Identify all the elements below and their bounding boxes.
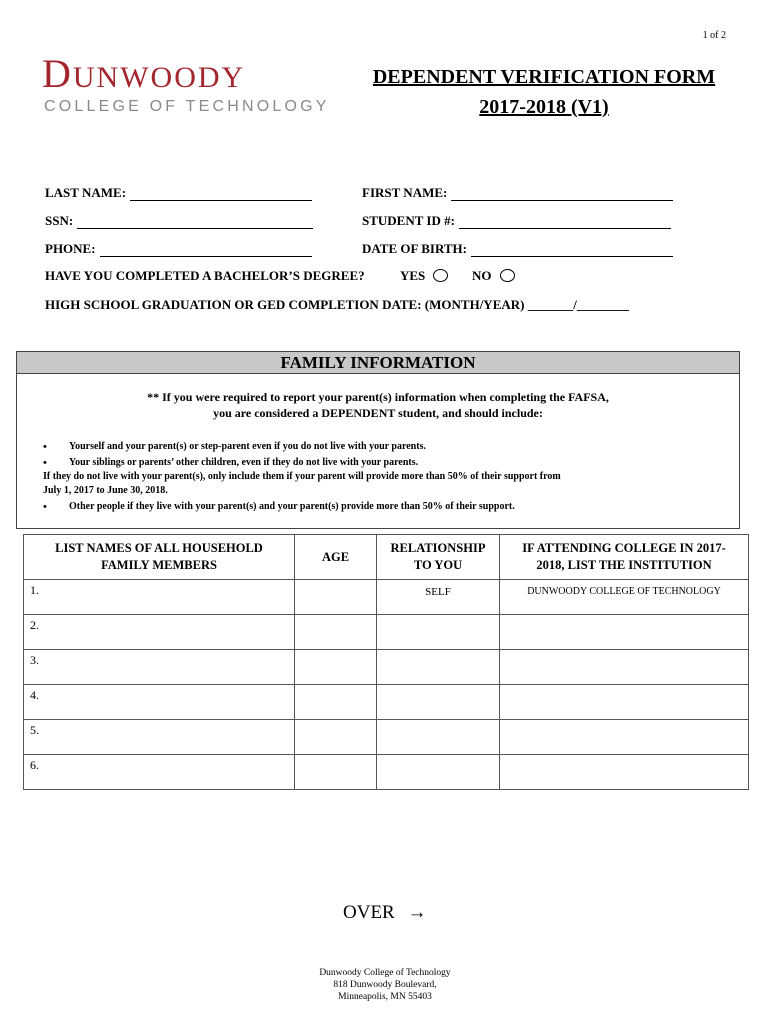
- institution-cell[interactable]: [500, 650, 749, 685]
- logo-rest: UNWOODY: [72, 61, 246, 94]
- name-cell[interactable]: 5.: [24, 720, 295, 755]
- age-cell[interactable]: [295, 615, 377, 650]
- phone-label: PHONE:: [45, 241, 96, 256]
- logo-initial: D: [42, 51, 73, 96]
- bachelor-question: HAVE YOU COMPLETED A BACHELOR’S DEGREE?: [45, 268, 365, 283]
- ssn-line[interactable]: [77, 216, 313, 229]
- dob-line[interactable]: [471, 244, 673, 257]
- table-row: [24, 720, 749, 755]
- list-item: [43, 456, 733, 470]
- form-year: 2017-2018 (V1): [479, 96, 609, 118]
- bullet-symbol: •: [43, 501, 47, 513]
- ssn-field: [45, 213, 313, 229]
- intro-line-2: you are considered a DEPENDENT student, and should include:: [213, 406, 543, 420]
- institution-cell[interactable]: [500, 685, 749, 720]
- name-cell[interactable]: 2.: [24, 615, 295, 650]
- student-id-line[interactable]: [459, 216, 671, 229]
- bullet-symbol: •: [43, 441, 47, 453]
- last-name-label: LAST NAME:: [45, 185, 127, 200]
- age-cell[interactable]: [295, 755, 377, 790]
- dob-label: DATE OF BIRTH:: [362, 241, 467, 256]
- table-row: [24, 650, 749, 685]
- family-information-box: [16, 351, 740, 529]
- first-name-line[interactable]: [451, 188, 673, 201]
- bullet-continuation-2: July 1, 2017 to June 30, 2018.: [43, 485, 168, 496]
- over-indicator: [343, 902, 426, 924]
- names-header-line-2: FAMILY MEMBERS: [101, 558, 217, 572]
- table-row: [24, 685, 749, 720]
- names-header-line-1: LIST NAMES OF ALL HOUSEHOLD: [55, 541, 263, 555]
- college-logo: [42, 51, 246, 98]
- relationship-cell[interactable]: [377, 685, 500, 720]
- last-name-line[interactable]: [130, 188, 312, 201]
- bullet-symbol: •: [43, 457, 47, 469]
- footer-line-2: 818 Dunwoody Boulevard,: [333, 980, 437, 990]
- relationship-cell[interactable]: [377, 720, 500, 755]
- student-id-field: [362, 213, 671, 229]
- institution-header-line-2: 2018, LIST THE INSTITUTION: [536, 558, 712, 572]
- bullet-text-2: Your siblings or parents’ other children, even if they do not live with your parents.: [69, 457, 419, 468]
- last-name-field: [45, 185, 312, 201]
- institution-cell[interactable]: [500, 755, 749, 790]
- dob-field: [362, 241, 673, 257]
- hs-graduation-question[interactable]: HIGH SCHOOL GRADUATION OR GED COMPLETION DATE: (MONTH/YEAR) _______/________: [45, 297, 629, 312]
- institution-cell[interactable]: [500, 615, 749, 650]
- relationship-cell[interactable]: [377, 650, 500, 685]
- relationship-header-line-2: TO YOU: [413, 558, 463, 572]
- age-cell[interactable]: [295, 720, 377, 755]
- table-header-row: [24, 535, 749, 580]
- bullet-continuation-1: If they do not live with your parent(s), only include them if your parent will provide more than 50% of their support from: [43, 471, 561, 482]
- table-row: [24, 580, 749, 615]
- family-information-header: FAMILY INFORMATION: [17, 352, 739, 374]
- relationship-cell[interactable]: [377, 755, 500, 790]
- form-title: DEPENDENT VERIFICATION FORM: [372, 66, 716, 88]
- intro-line-1: ** If you were required to report your parent(s) information when completing the FAFSA,: [147, 390, 609, 404]
- bullet-text-3: Other people if they live with your parent(s) and your parent(s) provide more than 50% of their support.: [69, 501, 515, 512]
- logo-subtitle: COLLEGE OF TECHNOLOGY: [44, 98, 330, 115]
- table-row: [24, 755, 749, 790]
- name-cell[interactable]: 1.: [24, 580, 295, 615]
- age-cell[interactable]: [295, 685, 377, 720]
- age-cell[interactable]: [295, 650, 377, 685]
- table-row: [24, 615, 749, 650]
- institution-column-header: [500, 535, 749, 580]
- yes-radio[interactable]: [433, 269, 448, 282]
- first-name-field: [362, 185, 673, 201]
- relationship-header-line-1: RELATIONSHIP: [390, 541, 486, 555]
- bullet-text-1: Yourself and your parent(s) or step-parent even if you do not live with your parents.: [69, 441, 426, 452]
- household-members-table: [23, 534, 749, 790]
- institution-cell[interactable]: [500, 720, 749, 755]
- first-name-label: FIRST NAME:: [362, 185, 448, 200]
- names-column-header: [24, 535, 295, 580]
- student-id-label: STUDENT ID #:: [362, 213, 455, 228]
- age-cell[interactable]: [295, 580, 377, 615]
- over-label: OVER: [343, 902, 395, 923]
- arrow-right-icon: →: [407, 902, 427, 923]
- yes-label: YES: [400, 268, 426, 283]
- footer-line-1: Dunwoody College of Technology: [319, 968, 451, 978]
- footer-line-3: Minneapolis, MN 55403: [338, 992, 432, 1002]
- list-item: [43, 500, 733, 514]
- age-column-header: AGE: [295, 535, 377, 580]
- page-number: 1 of 2: [702, 30, 726, 41]
- name-cell[interactable]: 6.: [24, 755, 295, 790]
- relationship-column-header: [377, 535, 500, 580]
- name-cell[interactable]: 3.: [24, 650, 295, 685]
- list-item: [43, 440, 733, 454]
- name-cell[interactable]: 4.: [24, 685, 295, 720]
- phone-field: [45, 241, 312, 257]
- institution-cell[interactable]: DUNWOODY COLLEGE OF TECHNOLOGY: [500, 580, 749, 615]
- relationship-cell[interactable]: SELF: [377, 580, 500, 615]
- inclusion-list: [43, 440, 733, 516]
- phone-line[interactable]: [100, 244, 312, 257]
- relationship-cell[interactable]: [377, 615, 500, 650]
- ssn-label: SSN:: [45, 213, 74, 228]
- no-label: NO: [472, 268, 492, 283]
- no-radio[interactable]: [500, 269, 515, 282]
- institution-header-line-1: IF ATTENDING COLLEGE IN 2017-: [522, 541, 726, 555]
